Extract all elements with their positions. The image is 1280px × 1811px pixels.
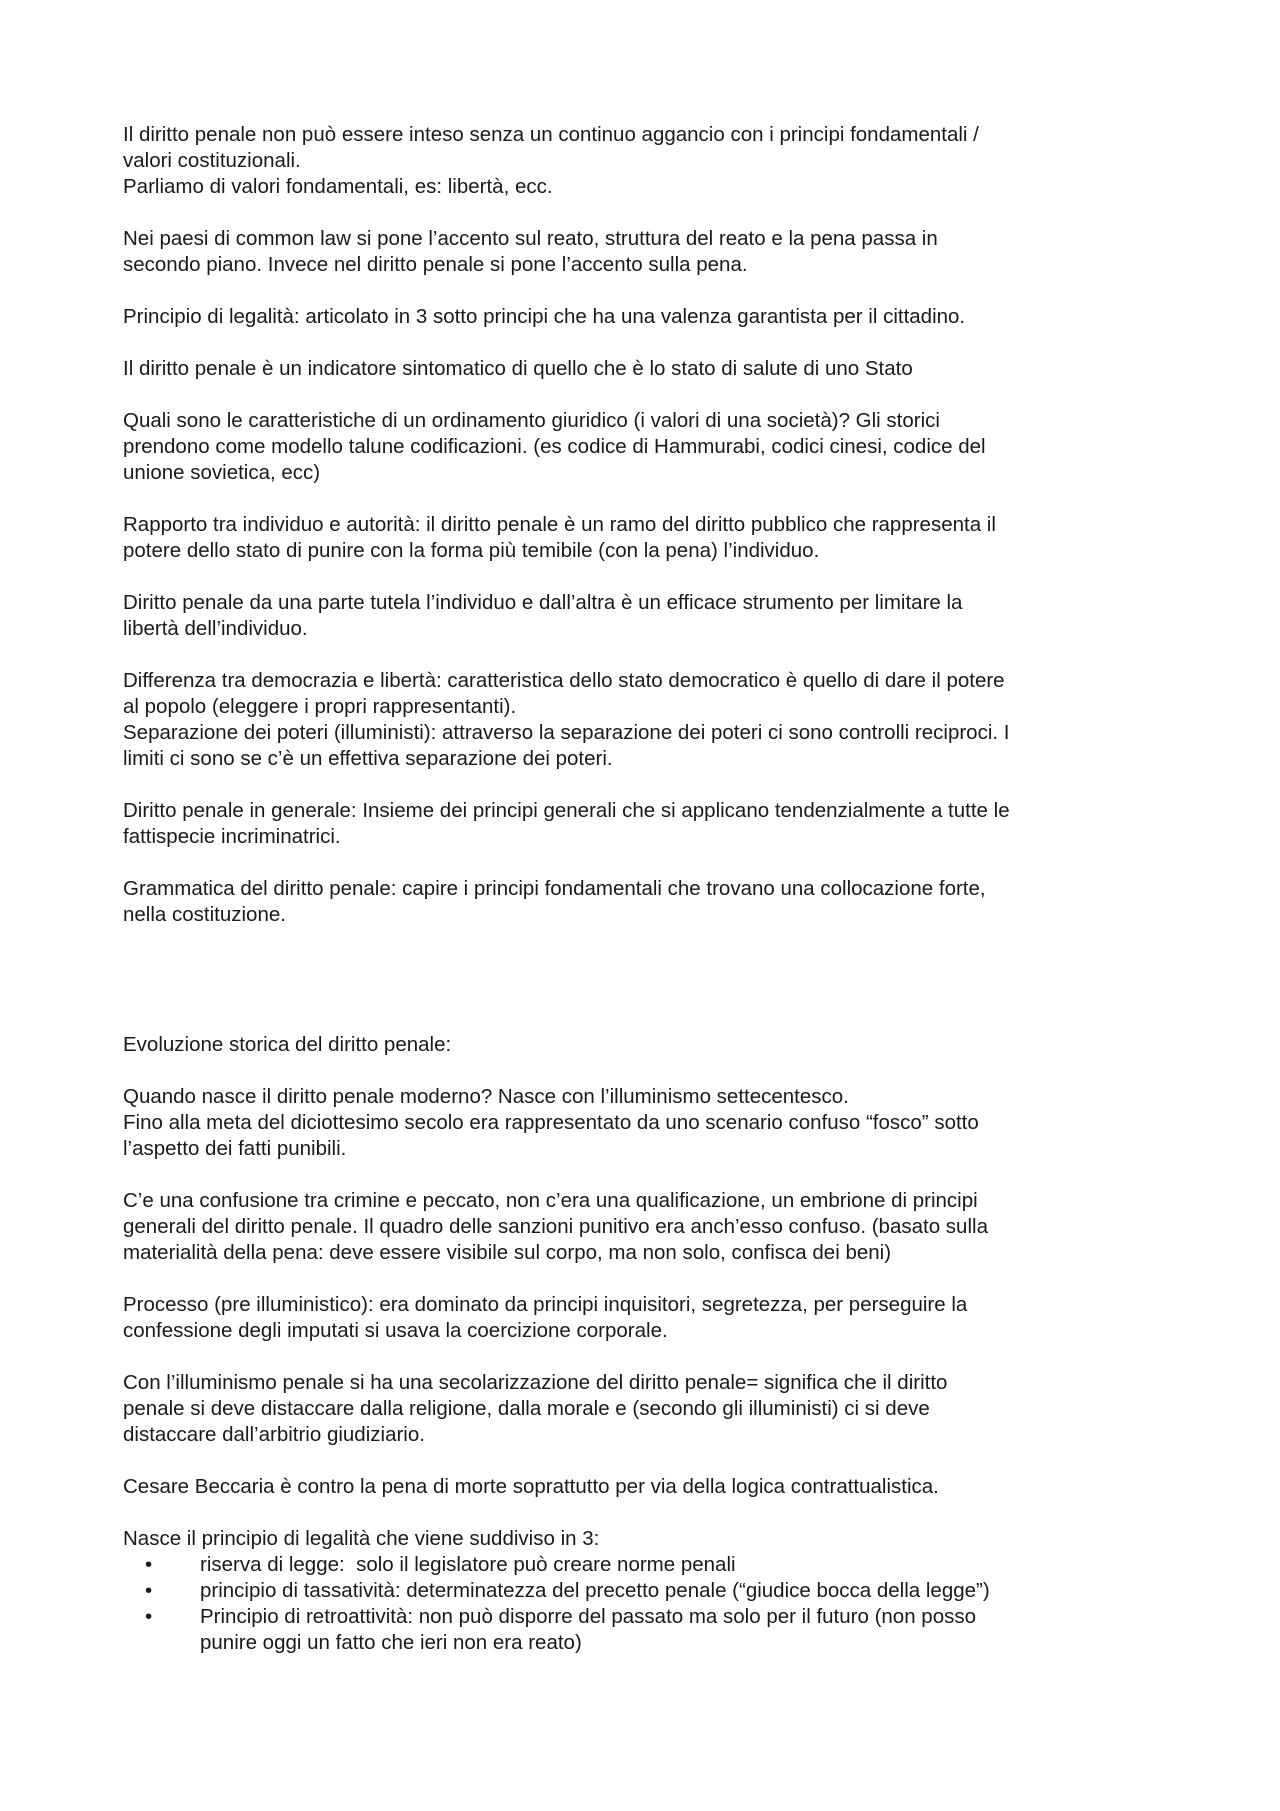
list-item <box>123 1552 1183 1578</box>
paragraph-beccaria <box>123 1474 1183 1500</box>
document-page <box>123 122 1183 1656</box>
text-line: Quali sono le caratteristiche di un ordinamento giuridico (i valori di una società)? Gli storici <box>123 409 940 432</box>
legality-bullet-list <box>123 1552 1183 1656</box>
text-line: Principio di retroattività: non può disporre del passato ma solo per il futuro (non posso <box>200 1605 977 1628</box>
bullet-icon: • <box>145 1553 153 1576</box>
text-line: Principio di legalità: articolato in 3 sotto principi che ha una valenza garantista per il cittadino. <box>123 305 966 328</box>
text-line: unione sovietica, ecc) <box>123 461 321 484</box>
history-heading <box>123 1032 1183 1058</box>
text-line: riserva di legge: solo il legislatore può creare norme penali <box>200 1553 736 1576</box>
paragraph-pre-enlightenment-process <box>123 1292 1183 1344</box>
text-line: Quando nasce il diritto penale moderno? Nasce con l’illuminismo settecentesco. <box>123 1085 849 1108</box>
text-line: fattispecie incriminatrici. <box>123 825 341 848</box>
text-line: nella costituzione. <box>123 903 286 926</box>
text-line: materialità della pena: deve essere visibile sul corpo, ma non solo, confisca dei beni) <box>123 1241 892 1264</box>
text-line: principio di tassatività: determinatezza del precetto penale (“giudice bocca della legge”) <box>200 1579 990 1602</box>
text-line: Cesare Beccaria è contro la pena di morte soprattutto per via della logica contrattualistica. <box>123 1475 939 1498</box>
text-line: confessione degli imputati si usava la coercizione corporale. <box>123 1319 668 1342</box>
text-line: secondo piano. Invece nel diritto penale si pone l’accento sulla pena. <box>123 253 748 276</box>
legality-intro: Nasce il principio di legalità che viene suddiviso in 3: <box>123 1527 600 1550</box>
intro-section <box>123 122 1183 928</box>
paragraph-state-health <box>123 356 1183 382</box>
text-line: Separazione dei poteri (illuministi): attraverso la separazione dei poteri ci sono controlli reciproci. I <box>123 721 1010 744</box>
bullet-icon: • <box>145 1579 153 1602</box>
text-line: Processo (pre illuministico): era dominato da principi inquisitori, segretezza, per perseguire la <box>123 1293 968 1316</box>
section-heading: Evoluzione storica del diritto penale: <box>123 1033 452 1056</box>
paragraph-crime-sin <box>123 1188 1183 1266</box>
paragraph-legality-principle <box>123 304 1183 330</box>
text-line: Differenza tra democrazia e libertà: caratteristica dello stato democratico è quello di dare il potere <box>123 669 1005 692</box>
text-line: al popolo (eleggere i propri rappresentanti). <box>123 695 517 718</box>
text-line: Diritto penale in generale: Insieme dei principi generali che si applicano tendenzialmente a tutte le <box>123 799 1010 822</box>
text-line: Rapporto tra individuo e autorità: il diritto penale è un ramo del diritto pubblico che rappresenta il <box>123 513 996 536</box>
bullet-icon: • <box>145 1605 153 1628</box>
section-gap <box>123 928 1183 1032</box>
text-line: Nei paesi di common law si pone l’accento sul reato, struttura del reato e la pena passa in <box>123 227 938 250</box>
list-item <box>123 1578 1183 1604</box>
text-line: generali del diritto penale. Il quadro delle sanzioni punitivo era anch’esso confuso. (basato sulla <box>123 1215 988 1238</box>
paragraph-democracy-freedom <box>123 668 1183 772</box>
legality-block <box>123 1526 1183 1656</box>
text-line: Diritto penale da una parte tutela l’individuo e dall’altra è un efficace strumento per limitare la <box>123 591 963 614</box>
text-line: Con l’illuminismo penale si ha una secolarizzazione del diritto penale= significa che il diritto <box>123 1371 948 1394</box>
text-line: distaccare dall’arbitrio giudiziario. <box>123 1423 425 1446</box>
text-line: libertà dell’individuo. <box>123 617 308 640</box>
text-line: Grammatica del diritto penale: capire i principi fondamentali che trovano una collocazione forte, <box>123 877 986 900</box>
text-line: valori costituzionali. <box>123 149 301 172</box>
text-line: Il diritto penale è un indicatore sintomatico di quello che è lo stato di salute di uno Stato <box>123 357 913 380</box>
paragraph-constitutional-values <box>123 122 1183 200</box>
text-line: punire oggi un fatto che ieri non era reato) <box>200 1631 582 1654</box>
text-line: Fino alla meta del diciottesimo secolo era rappresentato da uno scenario confuso “fosco” sotto <box>123 1111 979 1134</box>
paragraph-modern-law-origin <box>123 1084 1183 1162</box>
text-line: Il diritto penale non può essere inteso senza un continuo aggancio con i principi fondamentali / <box>123 123 979 146</box>
paragraph-grammar <box>123 876 1183 928</box>
text-line: C’e una confusione tra crimine e peccato, non c’era una qualificazione, un embrione di principi <box>123 1189 978 1212</box>
paragraph-individual-protection <box>123 590 1183 642</box>
text-line: potere dello stato di punire con la forma più temibile (con la pena) l’individuo. <box>123 539 820 562</box>
paragraph-general-criminal-law <box>123 798 1183 850</box>
paragraph-legal-order <box>123 408 1183 486</box>
text-line: Parliamo di valori fondamentali, es: libertà, ecc. <box>123 175 553 198</box>
list-item <box>123 1604 1183 1656</box>
paragraph-common-law <box>123 226 1183 278</box>
text-line: l’aspetto dei fatti punibili. <box>123 1137 347 1160</box>
paragraph-secularization <box>123 1370 1183 1448</box>
text-line: prendono come modello talune codificazioni. (es codice di Hammurabi, codici cinesi, codice del <box>123 435 986 458</box>
paragraph-individual-authority <box>123 512 1183 564</box>
text-line: penale si deve distaccare dalla religione, dalla morale e (secondo gli illuministi) ci si deve <box>123 1397 930 1420</box>
text-line: limiti ci sono se c’è un effettiva separazione dei poteri. <box>123 747 613 770</box>
history-section <box>123 1032 1183 1656</box>
